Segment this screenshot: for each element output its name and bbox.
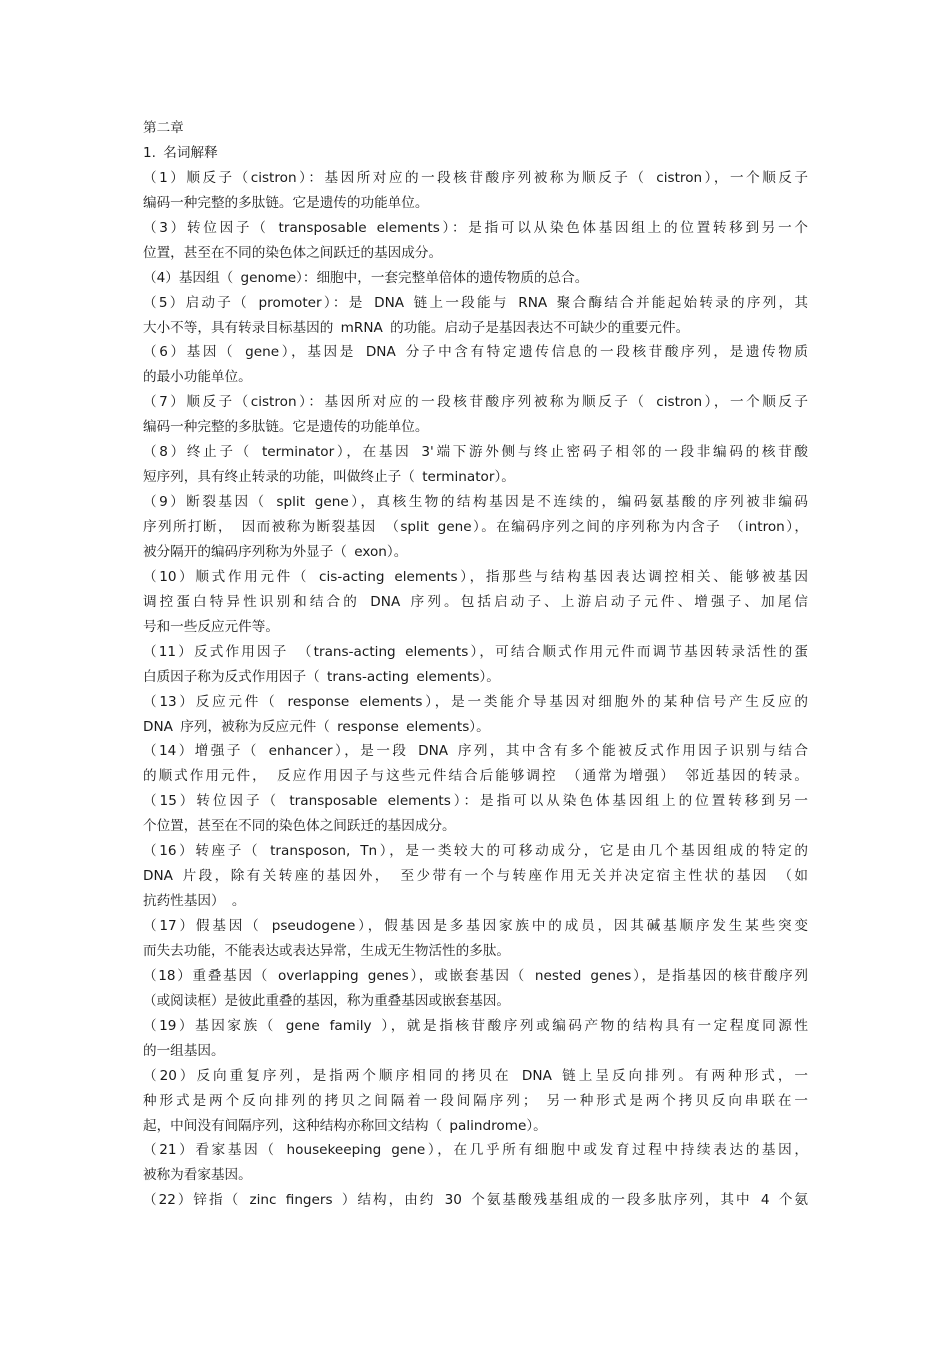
- text-line: （1）顺反子（cistron）：基因所对应的一段核苷酸序列被称为顺反子（ cistron），一个顺反子: [143, 169, 808, 186]
- text-line: 第二章: [143, 120, 184, 136]
- text-line: （19）基因家族（ gene family ），就是指核苷酸序列或编码产物的结构具有一定程度同源性: [143, 1017, 808, 1034]
- text-line: （18）重叠基因（ overlapping genes），或嵌套基因（ nested genes），是指基因的核苷酸序列: [143, 967, 808, 984]
- text-line: 的最小功能单位。: [143, 369, 252, 386]
- text-line: 1. 名词解释: [143, 144, 218, 161]
- document-page: [143, 116, 808, 1213]
- text-line: （13）反应元件（ response elements），是一类能介导基因对细胞外的某种信号产生反应的: [143, 693, 808, 710]
- text-line: （8）终止子（ terminator），在基因 3'端下游外侧与终止密码子相邻的一段非编码的核苷酸: [143, 444, 808, 461]
- text-line: （15）转位因子（ transposable elements）：是指可以从染色体基因组上的位置转移到另一: [143, 793, 808, 810]
- text-line: 短序列，具有终止转录的功能，叫做终止子（ terminator）。: [143, 469, 515, 486]
- text-line: （17）假基因（ pseudogene），假基因是多基因家族中的成员，因其碱基顺序发生某些突变: [143, 918, 808, 934]
- text-line: （4）基因组（ genome）：细胞中，一套完整单倍体的遗传物质的总合。: [143, 269, 589, 286]
- text-line: DNA 序列，被称为反应元件（ response elements）。: [143, 718, 490, 735]
- text-line: （21）看家基因（ housekeeping gene），在几乎所有细胞中或发育过程中持续表达的基因，: [143, 1142, 808, 1159]
- text-line: 而失去功能，不能表达或表达异常，生成无生物活性的多肽。: [143, 942, 511, 959]
- text-line: （16）转座子（ transposon, Tn），是一类较大的可移动成分，它是由几个基因组成的特定的: [143, 843, 808, 860]
- text-line: 抗药性基因） 。: [143, 893, 246, 910]
- text-line: （3）转位因子（ transposable elements）：是指可以从染色体基因组上的位置转移到另一个: [143, 219, 808, 236]
- text-line: （10）顺式作用元件（ cis-acting elements），指那些与结构基因表达调控相关、能够被基因: [143, 568, 808, 585]
- text-line: 编码一种完整的多肽链。它是遗传的功能单位。: [143, 419, 429, 436]
- text-line: （5）启动子（ promoter）：是 DNA 链上一段能与 RNA 聚合酶结合并能起始转录的序列，其: [143, 294, 808, 311]
- text-line: 大小不等，具有转录目标基因的 mRNA 的功能。启动子是基因表达不可缺少的重要元件。: [143, 319, 690, 336]
- text-line: 的顺式作用元件， 反应作用因子与这些元件结合后能够调控 （通常为增强） 邻近基因的转录。: [143, 768, 808, 785]
- text-line: 白质因子称为反式作用因子（ trans-acting elements）。: [143, 668, 500, 685]
- text-line: （11）反式作用因子 （trans-acting elements），可结合顺式作用元件而调节基因转录活性的蛋: [143, 643, 808, 660]
- text-line: 序列所打断， 因而被称为断裂基因 （split gene）。在编码序列之间的序列称为内含子 （intron），: [143, 519, 808, 535]
- text-line: 被称为看家基因。: [143, 1167, 252, 1184]
- text-line: 个位置，甚至在不同的染色体之间跃迁的基因成分。: [143, 818, 456, 835]
- text-line: 种形式是两个反向排列的拷贝之间隔着一段间隔序列； 另一种形式是两个拷贝反向串联在一: [143, 1092, 808, 1109]
- text-line: 编码一种完整的多肽链。它是遗传的功能单位。: [143, 194, 429, 211]
- text-line: 位置，甚至在不同的染色体之间跃迁的基因成分。: [143, 244, 443, 261]
- text-line: 起，中间没有间隔序列，这种结构亦称回文结构（ palindrome）。: [143, 1117, 547, 1134]
- text-line: 被分隔开的编码序列称为外显子（ exon）。: [143, 543, 408, 560]
- text-line: （20）反向重复序列，是指两个顺序相同的拷贝在 DNA 链上呈反向排列。有两种形式，一: [143, 1067, 808, 1084]
- text-line: 号和一些反应元件等。: [143, 618, 279, 635]
- text-line: （22）锌指（ zinc fingers ）结构，由约 30 个氨基酸残基组成的一段多肽序列，其中 4 个氨: [143, 1192, 808, 1209]
- text-line: （14）增强子（ enhancer），是一段 DNA 序列，其中含有多个能被反式作用因子识别与结合: [143, 743, 808, 760]
- text-line: 调控蛋白特异性识别和结合的 DNA 序列。包括启动子、上游启动子元件、增强子、加尾信: [143, 593, 808, 610]
- text-line: （或阅读框）是彼此重叠的基因，称为重叠基因或嵌套基因。: [143, 992, 511, 1009]
- text-line: （7）顺反子（cistron）：基因所对应的一段核苷酸序列被称为顺反子（ cistron），一个顺反子: [143, 394, 808, 411]
- text-line: DNA 片段，除有关转座的基因外， 至少带有一个与转座作用无关并决定宿主性状的基因 （如: [143, 868, 808, 885]
- text-line: （6）基因（ gene），基因是 DNA 分子中含有特定遗传信息的一段核苷酸序列，是遗传物质: [143, 344, 808, 361]
- text-line: （9）断裂基因（ split gene），真核生物的结构基因是不连续的，编码氨基酸的序列被非编码: [143, 494, 808, 511]
- text-line: 的一组基因。: [143, 1042, 225, 1059]
